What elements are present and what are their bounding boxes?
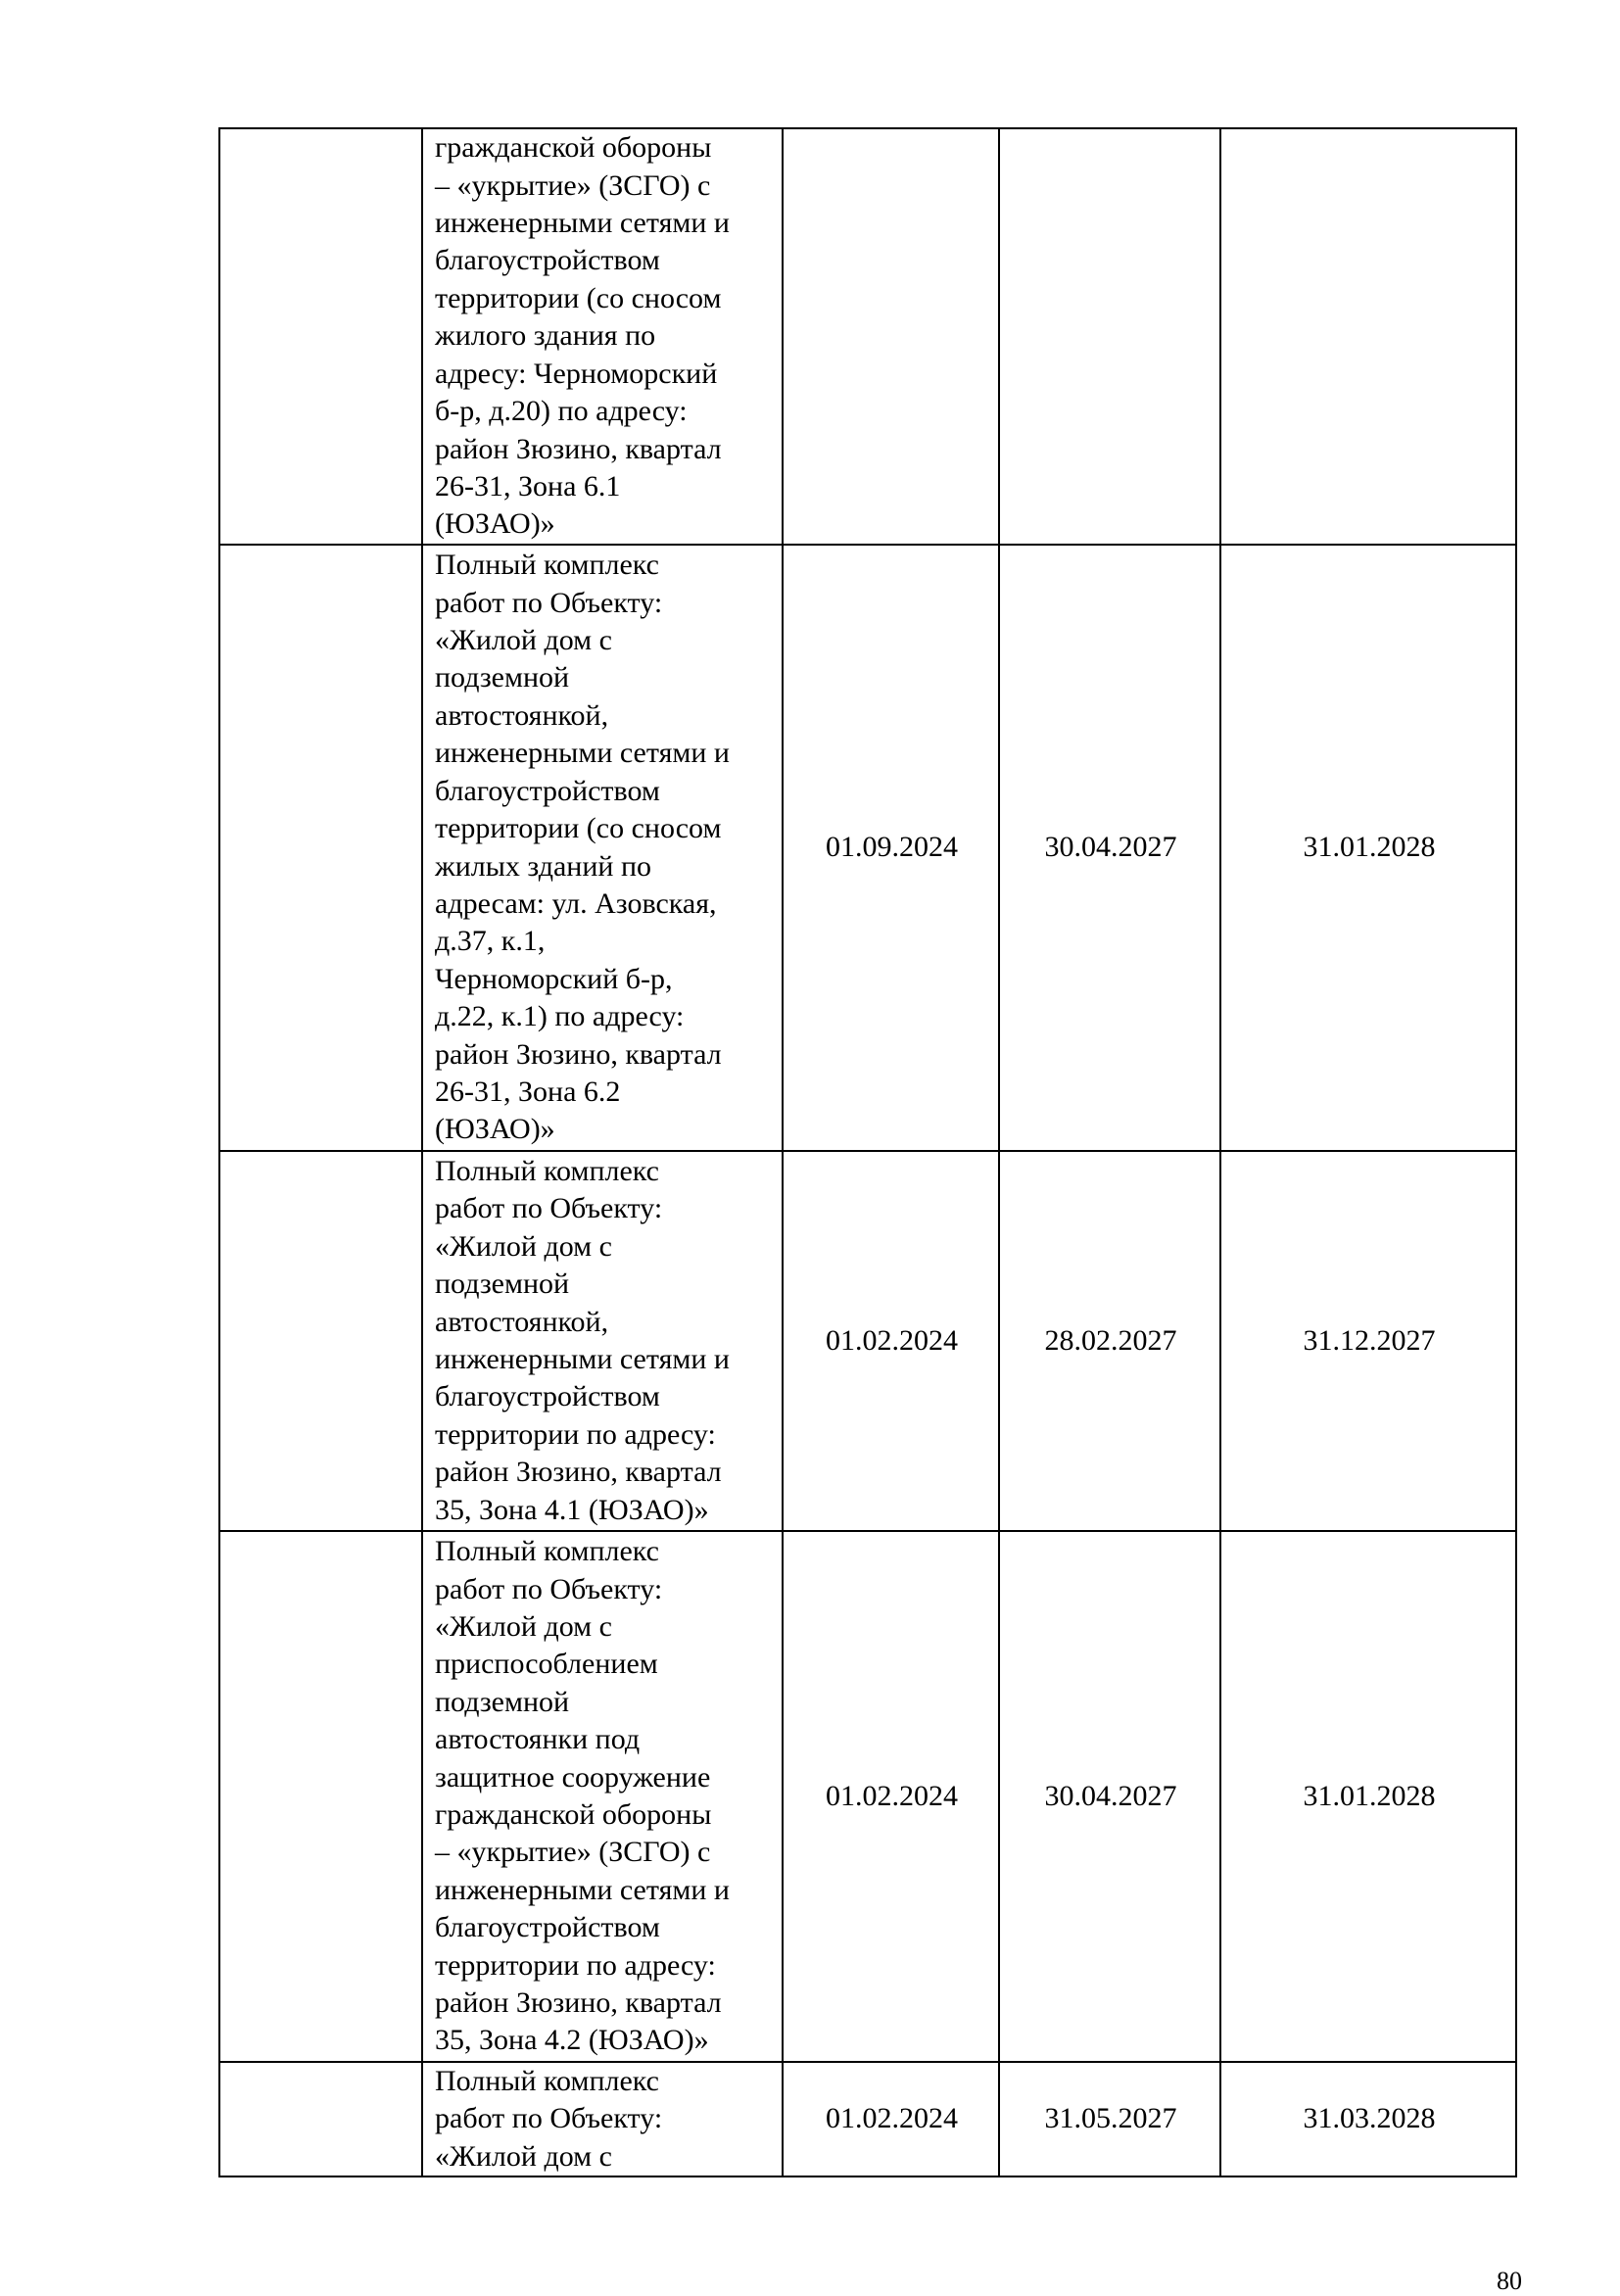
table-row <box>219 545 1516 1151</box>
finish-date-cell: 31.05.2027 <box>999 2062 1220 2176</box>
object-description-cell: Полный комплекс работ по Объекту: «Жилой дом с приспособлением подземной автостоянки под защитное сооружение гражданской обороны – «укрытие» (ЗСГО) с инженерными сетями и благоустройством территории по адресу: район Зюзино, квартал 35, Зона 4.2 (ЮЗАО)» <box>422 1531 783 2062</box>
start-date-cell: 01.02.2024 <box>783 1531 999 2062</box>
table-row <box>219 1151 1516 1531</box>
table-cell-empty <box>219 2062 422 2176</box>
start-date-cell: 01.09.2024 <box>783 545 999 1151</box>
table-row <box>219 2062 1516 2176</box>
commission-date-cell: 31.01.2028 <box>1220 1531 1516 2062</box>
commission-date-cell <box>1220 128 1516 545</box>
table-row <box>219 128 1516 545</box>
commission-date-cell: 31.03.2028 <box>1220 2062 1516 2176</box>
finish-date-cell: 30.04.2027 <box>999 1531 1220 2062</box>
object-description-cell: Полный комплекс работ по Объекту: «Жилой дом с подземной автостоянкой, инженерными сетями и благоустройством территории (со сносом жилых зданий по адресам: ул. Азовская, д.37, к.1, Черноморский б-р, д.22, к.1) по адресу: район Зюзино, квартал 26-31, Зона 6.2 (ЮЗАО)» <box>422 545 783 1151</box>
start-date-cell: 01.02.2024 <box>783 1151 999 1531</box>
commission-date-cell: 31.12.2027 <box>1220 1151 1516 1531</box>
table-cell-empty <box>219 128 422 545</box>
table-cell-empty <box>219 1531 422 2062</box>
table-row <box>219 1531 1516 2062</box>
table-cell-empty <box>219 1151 422 1531</box>
page-number: 80 <box>1497 2267 1522 2295</box>
start-date-cell <box>783 128 999 545</box>
finish-date-cell: 30.04.2027 <box>999 545 1220 1151</box>
object-description-cell: Полный комплекс работ по Объекту: «Жилой дом с <box>422 2062 783 2176</box>
start-date-cell: 01.02.2024 <box>783 2062 999 2176</box>
table-cell-empty <box>219 545 422 1151</box>
object-description-cell: гражданской обороны – «укрытие» (ЗСГО) с инженерными сетями и благоустройством территории (со сносом жилого здания по адресу: Черноморский б-р, д.20) по адресу: район Зюзино, квартал 26-31, Зона 6.1 (ЮЗАО)» <box>422 128 783 545</box>
finish-date-cell: 28.02.2027 <box>999 1151 1220 1531</box>
finish-date-cell <box>999 128 1220 545</box>
commission-date-cell: 31.01.2028 <box>1220 545 1516 1151</box>
object-description-cell: Полный комплекс работ по Объекту: «Жилой дом с подземной автостоянкой, инженерными сетями и благоустройством территории по адресу: район Зюзино, квартал 35, Зона 4.1 (ЮЗАО)» <box>422 1151 783 1531</box>
schedule-table <box>218 127 1517 2177</box>
